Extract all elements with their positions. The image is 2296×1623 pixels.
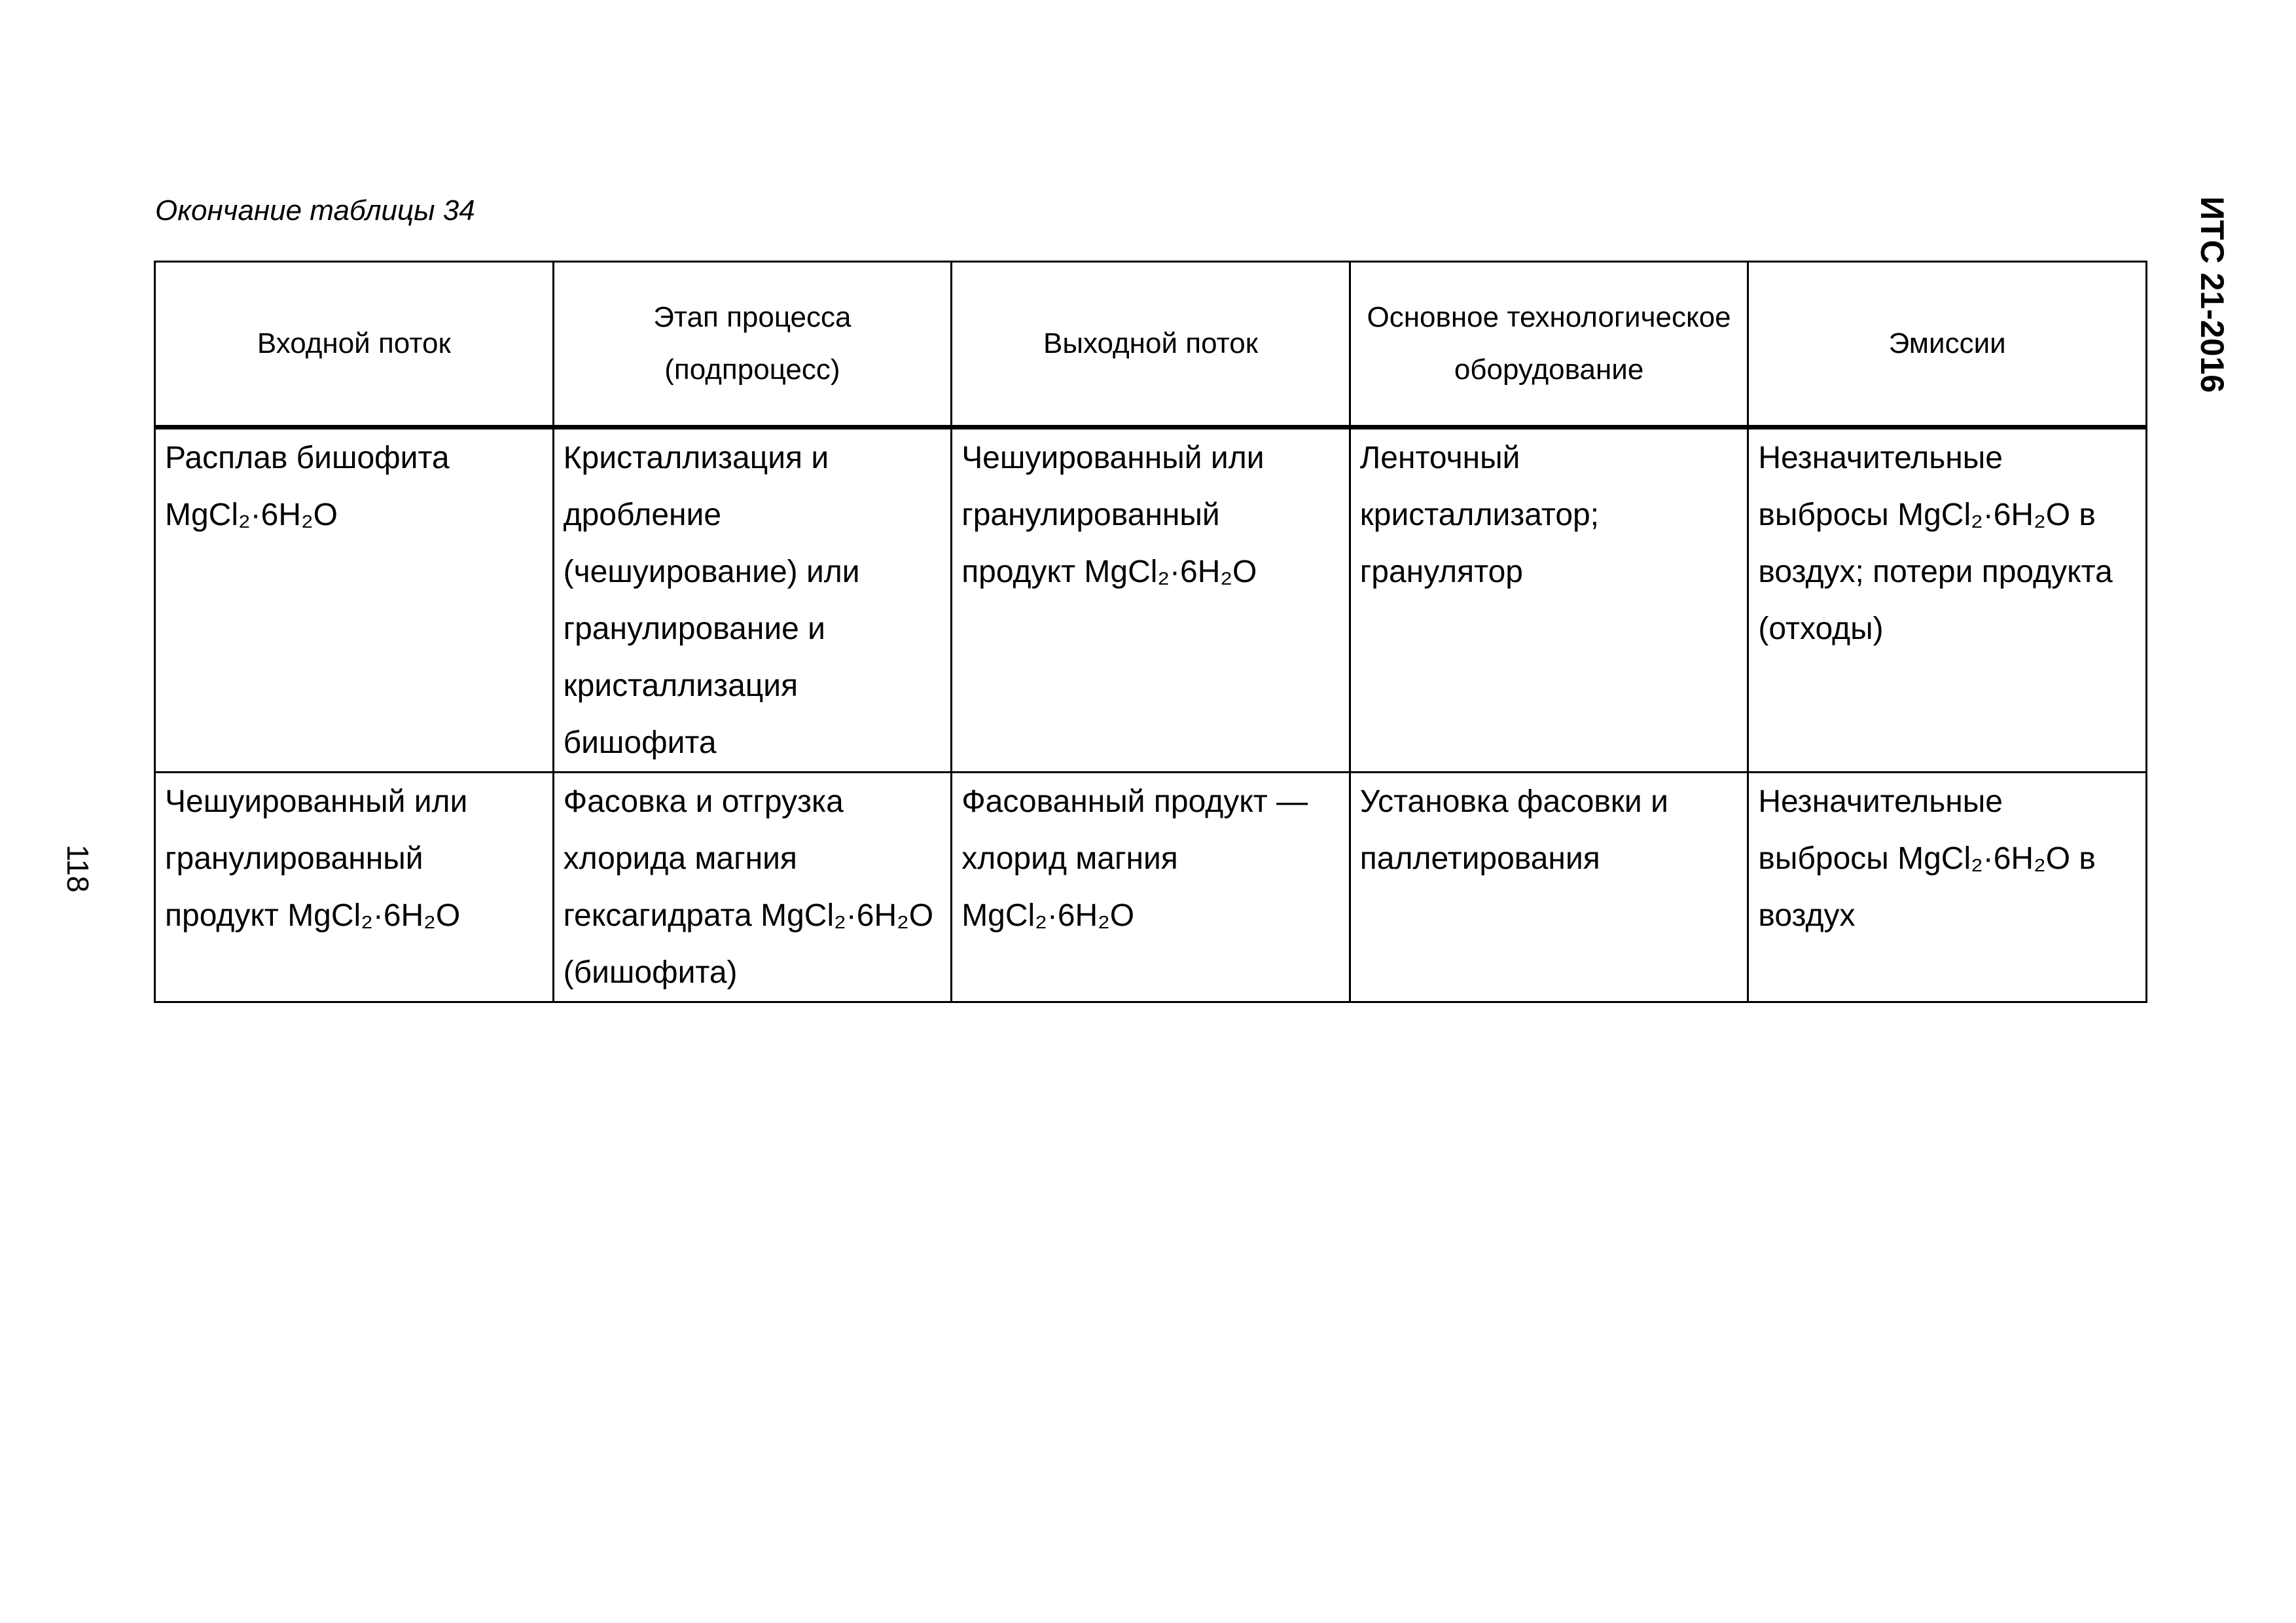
cell-process-stage: Кристаллизация и дробление (чешуирование) или гранулирование и кристаллизация бишофита [553,428,952,773]
cell-emissions: Незначительные выбросы MgCl₂·6H₂O в воздух [1748,773,2147,1002]
table-row [155,773,2147,1002]
process-table [154,261,2147,1003]
cell-equipment: Установка фасовки и паллетирования [1350,773,1748,1002]
cell-output-flow: Фасованный продукт — хлорид магния MgCl₂·6H₂O [952,773,1350,1002]
cell-process-stage: Фасовка и отгрузка хлорида магния гексагидрата MgCl₂·6H₂O (бишофита) [553,773,952,1002]
document-code: ИТС 21-2016 [2194,196,2231,393]
header-equipment: Основное технологическое оборудование [1350,262,1748,428]
header-emissions: Эмиссии [1748,262,2147,428]
header-input-flow: Входной поток [155,262,554,428]
cell-input-flow: Расплав бишофита MgCl₂·6H₂O [155,428,554,773]
table-row [155,428,2147,773]
header-process-stage: Этап процесса (подпроцесс) [553,262,952,428]
cell-output-flow: Чешуированный или гранулированный продукт MgCl₂·6H₂O [952,428,1350,773]
cell-input-flow: Чешуированный или гранулированный продукт MgCl₂·6H₂O [155,773,554,1002]
page-number: 118 [61,845,95,893]
cell-emissions: Незначительные выбросы MgCl₂·6H₂O в воздух; потери продукта (отходы) [1748,428,2147,773]
table-header-row [155,262,2147,428]
table-caption: Окончание таблицы 34 [155,194,475,227]
cell-equipment: Ленточный кристаллизатор; гранулятор [1350,428,1748,773]
header-output-flow: Выходной поток [952,262,1350,428]
